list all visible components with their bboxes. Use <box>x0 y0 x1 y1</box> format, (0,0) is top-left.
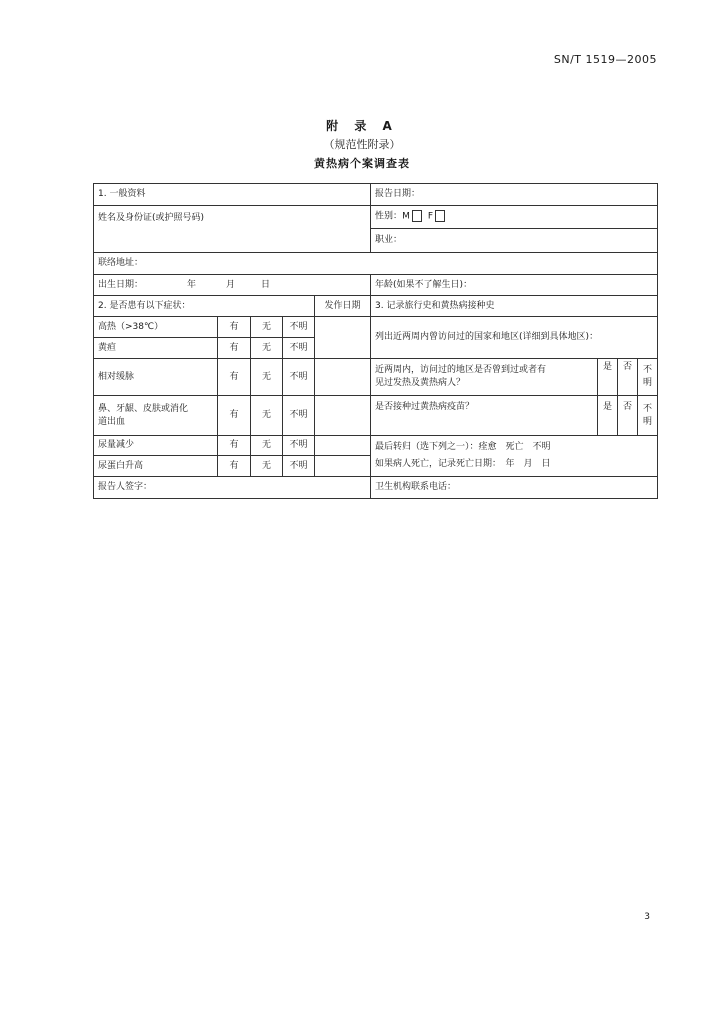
birth-month-label: 月 <box>226 279 236 290</box>
jaundice-yes: 有 <box>218 338 251 359</box>
agency-phone-field: 卫生机构联系电话： <box>371 477 658 499</box>
section3-heading: 3. 记录旅行史和黄热病接种史 <box>371 296 658 317</box>
form-title: 黄热病个案调查表 <box>314 157 410 170</box>
report-date-field: 报告日期： <box>371 184 658 206</box>
jaundice-no: 无 <box>251 338 283 359</box>
fever-unknown: 不明 <box>283 317 315 338</box>
birth-year-label: 年 <box>187 279 197 290</box>
appendix-subtitle: （规范性附录） <box>323 138 401 151</box>
vaccinated-question: 是否接种过黄热病疫苗？ <box>371 396 598 436</box>
age-field: 年龄(如果不了解生日)： <box>371 275 658 296</box>
gender-f-checkbox <box>435 210 445 222</box>
proteinuria-onset <box>315 456 371 477</box>
fever-no: 无 <box>251 317 283 338</box>
bleeding-unknown: 不明 <box>283 396 315 436</box>
gender-m-label: M <box>402 211 410 222</box>
fever-yes: 有 <box>218 317 251 338</box>
page-number: 3 <box>644 912 650 922</box>
birth-date-label: 出生日期： <box>98 279 144 290</box>
outcome-line1: 最后转归（选下列之一）：痊愈 死亡 不明 <box>375 442 551 452</box>
bradycardia-yes: 有 <box>218 359 251 396</box>
vaccinated-yes: 是 <box>598 396 618 436</box>
jaundice-unknown: 不明 <box>283 338 315 359</box>
symptom-bradycardia: 相对缓脉 <box>94 359 218 396</box>
contact-question-line1: 近两周内，访问过的地区是否曾到过或者有 <box>375 365 547 375</box>
vaccinated-unknown-line1: 不 <box>643 403 653 414</box>
contact-unknown <box>638 359 658 396</box>
section2-heading: 2. 是否患有以下症状： <box>94 296 315 317</box>
proteinuria-yes: 有 <box>218 456 251 477</box>
bleeding-yes: 有 <box>218 396 251 436</box>
occupation-field: 职业： <box>371 229 658 253</box>
contact-question-line2: 见过发热及黄热病人？ <box>375 378 466 388</box>
standard-number: SN/T 1519—2005 <box>553 53 657 66</box>
symptom-bleeding <box>94 396 218 436</box>
birth-date-field <box>94 275 371 296</box>
appendix-title: 附 录 A <box>326 119 398 133</box>
oliguria-onset <box>315 436 371 456</box>
oliguria-yes: 有 <box>218 436 251 456</box>
vaccinated-unknown <box>638 396 658 436</box>
yellow-fever-case-form <box>93 183 658 499</box>
contact-unknown-line2: 明 <box>643 378 653 388</box>
outcome-line2: 如果病人死亡，记录死亡日期： 年 月 日 <box>375 459 551 469</box>
gender-field <box>371 206 658 229</box>
travel-countries-field: 列出近两周内曾访问过的国家和地区(详细到具体地区)： <box>371 317 658 359</box>
oliguria-unknown: 不明 <box>283 436 315 456</box>
contact-no: 否 <box>618 359 638 396</box>
gender-f-label: F <box>427 211 434 222</box>
onset-date-header: 发作日期 <box>315 296 371 317</box>
address-field: 联络地址： <box>94 253 658 275</box>
bleeding-line2: 道出血 <box>98 416 126 427</box>
proteinuria-no: 无 <box>251 456 283 477</box>
symptom-proteinuria: 尿蛋白升高 <box>94 456 218 477</box>
bleeding-onset <box>315 396 371 436</box>
outcome-field <box>371 436 658 477</box>
bleeding-no: 无 <box>251 396 283 436</box>
bradycardia-onset <box>315 359 371 396</box>
contact-unknown-line1: 不 <box>643 365 653 375</box>
gender-m-checkbox <box>412 210 422 222</box>
contact-question <box>371 359 598 396</box>
section1-heading: 1. 一般资料 <box>94 184 371 206</box>
symptom-fever: 高热（>38℃） <box>94 317 218 338</box>
birth-day-label: 日 <box>261 279 271 290</box>
fever-jaundice-onset <box>315 317 371 359</box>
symptom-jaundice: 黄疸 <box>94 338 218 359</box>
symptom-oliguria: 尿量减少 <box>94 436 218 456</box>
proteinuria-unknown: 不明 <box>283 456 315 477</box>
bradycardia-unknown: 不明 <box>283 359 315 396</box>
reporter-signature-field: 报告人签字： <box>94 477 371 499</box>
vaccinated-unknown-line2: 明 <box>643 416 653 427</box>
vaccinated-no: 否 <box>618 396 638 436</box>
oliguria-no: 无 <box>251 436 283 456</box>
bleeding-line1: 鼻、牙龈、皮肤或消化 <box>98 403 189 414</box>
gender-label: 性别： <box>375 211 403 222</box>
contact-yes: 是 <box>598 359 618 396</box>
bradycardia-no: 无 <box>251 359 283 396</box>
name-id-field: 姓名及身份证(或护照号码) <box>94 206 371 253</box>
